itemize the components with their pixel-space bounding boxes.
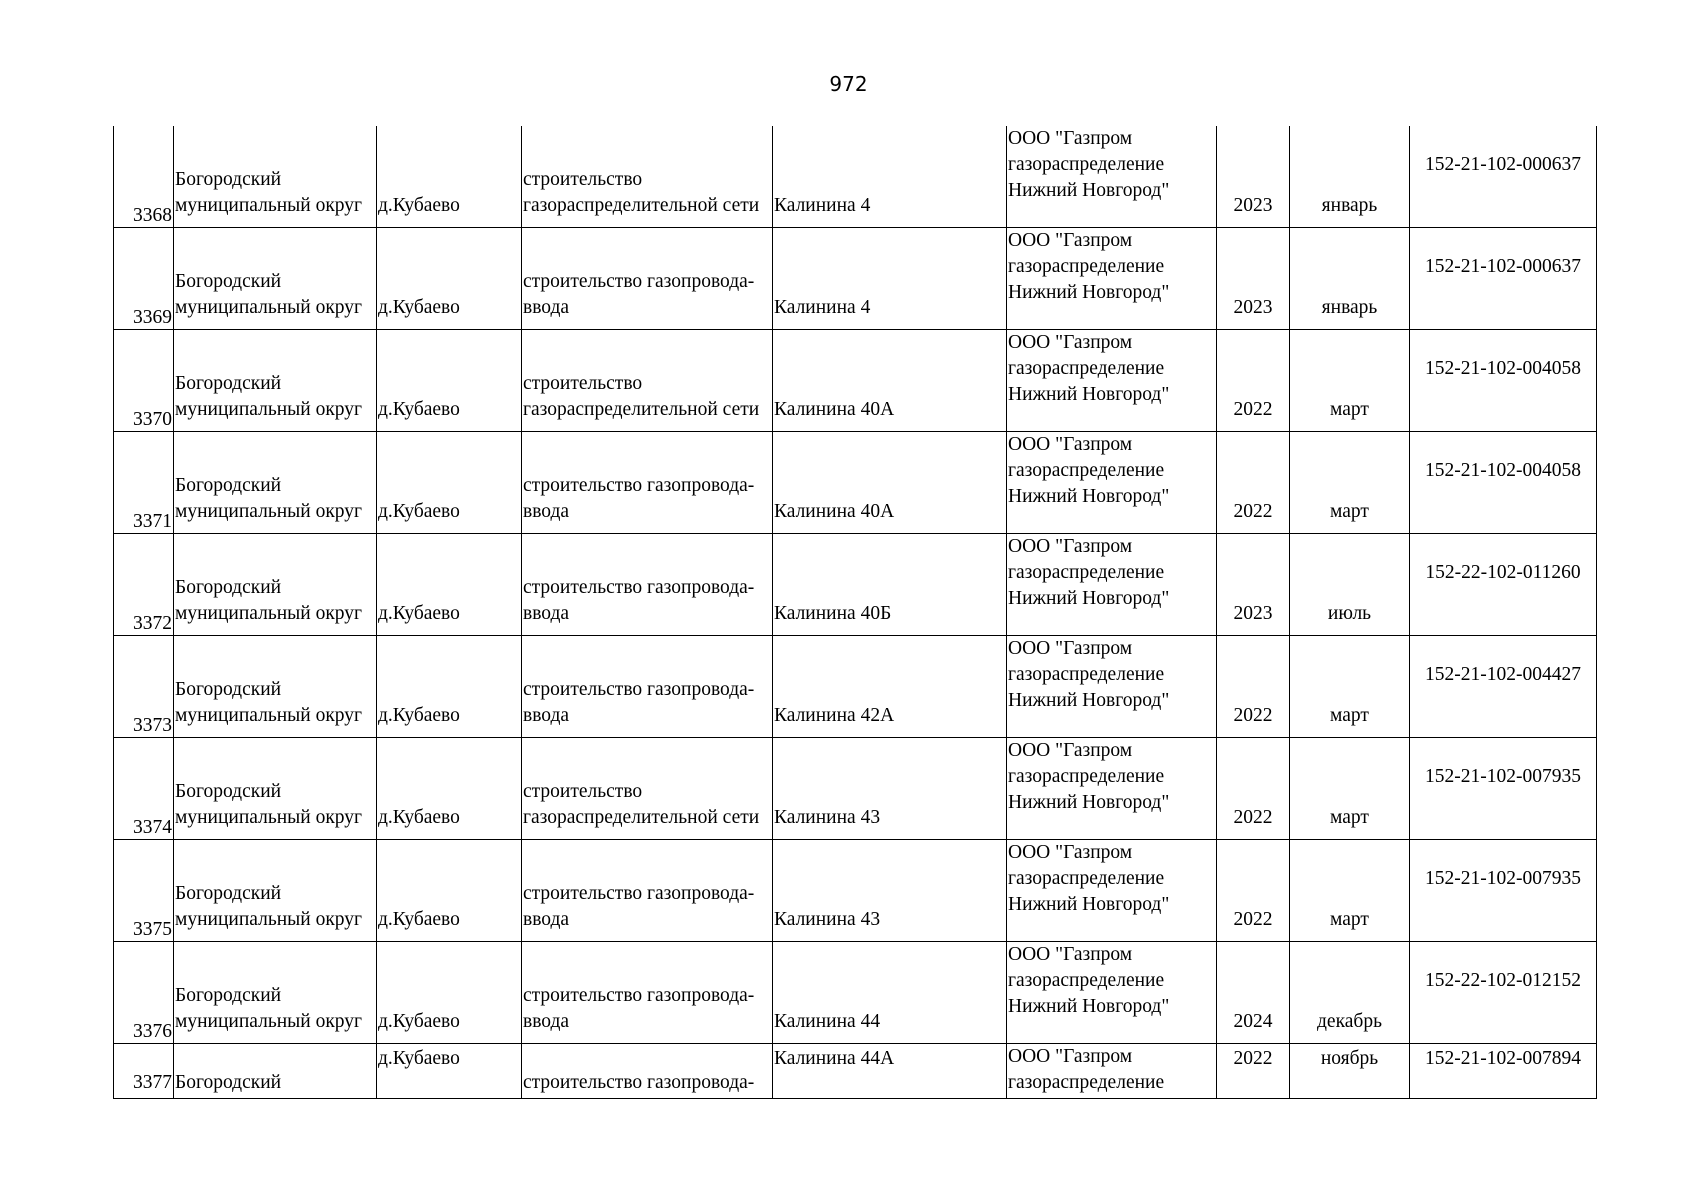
month-cell	[1290, 228, 1410, 330]
work-type-cell-text: строительство газораспределительной сети	[523, 781, 760, 828]
address-cell	[773, 636, 1007, 738]
year-cell	[1217, 636, 1290, 738]
month-cell-text: ноябрь	[1320, 1048, 1379, 1069]
municipality-cell-text: Богородский муниципальный округ	[175, 883, 363, 930]
address-cell-text: Калинина 43	[774, 909, 881, 930]
work-type-cell	[522, 330, 773, 432]
code-cell	[1410, 636, 1597, 738]
row-number-text: 3374	[133, 817, 172, 838]
table-row	[114, 534, 1597, 636]
address-cell	[773, 330, 1007, 432]
table-row	[114, 330, 1597, 432]
municipality-cell-text: Богородский муниципальный округ	[175, 169, 363, 216]
month-cell	[1290, 432, 1410, 534]
work-type-cell-text: строительство газораспределительной сети	[523, 169, 760, 216]
municipality-cell	[174, 1044, 377, 1099]
row-number-text: 3370	[133, 409, 172, 430]
village-cell-text: д.Кубаево	[378, 399, 460, 420]
month-cell-text: июль	[1327, 603, 1372, 624]
work-type-cell-text: строительство газораспределительной сети	[523, 373, 760, 420]
work-type-cell-text: строительство газопровода- ввода	[523, 985, 755, 1032]
village-cell	[377, 534, 522, 636]
year-cell-text: 2022	[1233, 909, 1273, 930]
work-type-cell	[522, 636, 773, 738]
year-cell-text: 2023	[1233, 603, 1273, 624]
row-number	[114, 636, 174, 738]
organization-cell	[1007, 942, 1217, 1044]
organization-cell-text: ООО "Газпром газораспределение Нижний Новгород"	[1008, 434, 1170, 507]
row-number-text: 3371	[133, 511, 172, 532]
municipality-cell-text: Богородский муниципальный округ	[175, 781, 363, 828]
year-cell-text: 2022	[1233, 501, 1273, 522]
address-cell	[773, 738, 1007, 840]
month-cell	[1290, 534, 1410, 636]
row-number	[114, 330, 174, 432]
year-cell	[1217, 126, 1290, 228]
organization-cell-text: ООО "Газпром газораспределение Нижний Новгород"	[1008, 944, 1170, 1017]
village-cell-text: д.Кубаево	[378, 501, 460, 522]
row-number	[114, 738, 174, 840]
municipality-cell	[174, 228, 377, 330]
year-cell	[1217, 840, 1290, 942]
table-row	[114, 636, 1597, 738]
code-cell	[1410, 738, 1597, 840]
municipality-cell-text: Богородский муниципальный округ	[175, 577, 363, 624]
row-number	[114, 840, 174, 942]
data-table	[113, 126, 1597, 1099]
organization-cell	[1007, 840, 1217, 942]
address-cell	[773, 126, 1007, 228]
village-cell	[377, 840, 522, 942]
address-cell	[773, 228, 1007, 330]
organization-cell	[1007, 432, 1217, 534]
code-cell	[1410, 228, 1597, 330]
organization-cell-text: ООО "Газпром газораспределение	[1008, 1046, 1165, 1093]
code-cell-text: 152-21-102-000637	[1425, 154, 1581, 175]
organization-cell	[1007, 738, 1217, 840]
village-cell-text: д.Кубаево	[378, 909, 460, 930]
village-cell-text: д.Кубаево	[378, 1011, 460, 1032]
month-cell-text: январь	[1321, 297, 1378, 318]
organization-cell	[1007, 636, 1217, 738]
year-cell	[1217, 942, 1290, 1044]
village-cell	[377, 738, 522, 840]
work-type-cell-text: строительство газопровода-	[523, 1072, 755, 1093]
address-cell-text: Калинина 40Б	[774, 603, 892, 624]
address-cell	[773, 1044, 1007, 1099]
code-cell	[1410, 1044, 1597, 1099]
month-cell-text: март	[1330, 909, 1369, 930]
organization-cell-text: ООО "Газпром газораспределение Нижний Новгород"	[1008, 332, 1170, 405]
municipality-cell	[174, 534, 377, 636]
address-cell-text: Калинина 4	[774, 195, 871, 216]
code-cell	[1410, 840, 1597, 942]
code-cell-text: 152-22-102-012152	[1425, 970, 1581, 991]
year-cell-text: 2022	[1233, 705, 1273, 726]
code-cell-text: 152-21-102-004427	[1425, 664, 1581, 685]
month-cell-text: декабрь	[1317, 1011, 1382, 1032]
year-cell-text: 2023	[1233, 297, 1273, 318]
municipality-cell	[174, 738, 377, 840]
organization-cell-text: ООО "Газпром газораспределение Нижний Новгород"	[1008, 230, 1170, 303]
municipality-cell-text: Богородский муниципальный округ	[175, 985, 363, 1032]
address-cell-text: Калинина 4	[774, 297, 871, 318]
organization-cell-text: ООО "Газпром газораспределение Нижний Новгород"	[1008, 638, 1170, 711]
row-number-text: 3375	[133, 919, 172, 940]
table-row	[114, 432, 1597, 534]
work-type-cell-text: строительство газопровода- ввода	[523, 577, 755, 624]
year-cell-text: 2024	[1233, 1011, 1273, 1032]
work-type-cell-text: строительство газопровода- ввода	[523, 679, 755, 726]
row-number	[114, 1044, 174, 1099]
table-row	[114, 228, 1597, 330]
month-cell-text: март	[1330, 399, 1369, 420]
month-cell-text: март	[1330, 705, 1369, 726]
address-cell	[773, 942, 1007, 1044]
year-cell	[1217, 1044, 1290, 1099]
row-number-text: 3373	[133, 715, 172, 736]
work-type-cell	[522, 1044, 773, 1099]
address-cell-text: Калинина 43	[774, 807, 881, 828]
address-cell	[773, 534, 1007, 636]
organization-cell-text: ООО "Газпром газораспределение Нижний Новгород"	[1008, 536, 1170, 609]
municipality-cell	[174, 636, 377, 738]
year-cell	[1217, 330, 1290, 432]
village-cell	[377, 1044, 522, 1099]
year-cell	[1217, 534, 1290, 636]
code-cell-text: 152-21-102-007935	[1425, 766, 1581, 787]
organization-cell	[1007, 126, 1217, 228]
code-cell-text: 152-21-102-000637	[1425, 256, 1581, 277]
work-type-cell	[522, 228, 773, 330]
municipality-cell-text: Богородский	[175, 1072, 282, 1093]
village-cell-text: д.Кубаево	[378, 705, 460, 726]
page-number: 972	[829, 72, 868, 96]
municipality-cell-text: Богородский муниципальный округ	[175, 679, 363, 726]
village-cell-text: д.Кубаево	[378, 1048, 460, 1069]
year-cell	[1217, 432, 1290, 534]
village-cell-text: д.Кубаево	[378, 195, 460, 216]
table-row	[114, 942, 1597, 1044]
year-cell	[1217, 738, 1290, 840]
table-row	[114, 1044, 1597, 1099]
month-cell	[1290, 636, 1410, 738]
work-type-cell	[522, 840, 773, 942]
year-cell-text: 2022	[1233, 1048, 1273, 1069]
village-cell	[377, 942, 522, 1044]
work-type-cell	[522, 942, 773, 1044]
work-type-cell-text: строительство газопровода- ввода	[523, 883, 755, 930]
address-cell	[773, 840, 1007, 942]
code-cell	[1410, 534, 1597, 636]
work-type-cell	[522, 126, 773, 228]
municipality-cell	[174, 126, 377, 228]
code-cell-text: 152-21-102-004058	[1425, 358, 1581, 379]
village-cell-text: д.Кубаево	[378, 807, 460, 828]
month-cell	[1290, 1044, 1410, 1099]
row-number-text: 3372	[133, 613, 172, 634]
address-cell-text: Калинина 40А	[774, 501, 895, 522]
municipality-cell-text: Богородский муниципальный округ	[175, 271, 363, 318]
organization-cell	[1007, 1044, 1217, 1099]
address-cell-text: Калинина 44А	[774, 1048, 895, 1069]
code-cell	[1410, 126, 1597, 228]
table-row	[114, 126, 1597, 228]
municipality-cell-text: Богородский муниципальный округ	[175, 373, 363, 420]
row-number	[114, 432, 174, 534]
village-cell	[377, 432, 522, 534]
month-cell	[1290, 942, 1410, 1044]
village-cell-text: д.Кубаево	[378, 297, 460, 318]
work-type-cell-text: строительство газопровода- ввода	[523, 475, 755, 522]
row-number-text: 3377	[133, 1072, 172, 1093]
work-type-cell	[522, 534, 773, 636]
row-number-text: 3376	[133, 1021, 172, 1042]
village-cell-text: д.Кубаево	[378, 603, 460, 624]
village-cell	[377, 228, 522, 330]
month-cell-text: январь	[1321, 195, 1378, 216]
municipality-cell	[174, 942, 377, 1044]
code-cell	[1410, 432, 1597, 534]
organization-cell-text: ООО "Газпром газораспределение Нижний Новгород"	[1008, 842, 1170, 915]
address-cell-text: Калинина 40А	[774, 399, 895, 420]
address-cell-text: Калинина 44	[774, 1011, 881, 1032]
year-cell-text: 2023	[1233, 195, 1273, 216]
month-cell	[1290, 840, 1410, 942]
month-cell	[1290, 126, 1410, 228]
code-cell-text: 152-21-102-007935	[1425, 868, 1581, 889]
work-type-cell	[522, 738, 773, 840]
month-cell-text: март	[1330, 807, 1369, 828]
table-row	[114, 738, 1597, 840]
village-cell	[377, 636, 522, 738]
organization-cell	[1007, 228, 1217, 330]
village-cell	[377, 126, 522, 228]
address-cell-text: Калинина 42А	[774, 705, 895, 726]
code-cell-text: 152-21-102-007894	[1425, 1048, 1581, 1069]
address-cell	[773, 432, 1007, 534]
row-number	[114, 126, 174, 228]
work-type-cell	[522, 432, 773, 534]
month-cell	[1290, 330, 1410, 432]
organization-cell-text: ООО "Газпром газораспределение Нижний Новгород"	[1008, 128, 1170, 201]
organization-cell-text: ООО "Газпром газораспределение Нижний Новгород"	[1008, 740, 1170, 813]
row-number	[114, 534, 174, 636]
code-cell	[1410, 942, 1597, 1044]
organization-cell	[1007, 534, 1217, 636]
table-row	[114, 840, 1597, 942]
year-cell-text: 2022	[1233, 399, 1273, 420]
work-type-cell-text: строительство газопровода- ввода	[523, 271, 755, 318]
row-number-text: 3368	[133, 205, 172, 226]
row-number-text: 3369	[133, 307, 172, 328]
year-cell-text: 2022	[1233, 807, 1273, 828]
row-number	[114, 228, 174, 330]
month-cell	[1290, 738, 1410, 840]
municipality-cell	[174, 840, 377, 942]
organization-cell	[1007, 330, 1217, 432]
code-cell-text: 152-22-102-011260	[1425, 562, 1581, 583]
municipality-cell	[174, 432, 377, 534]
municipality-cell-text: Богородский муниципальный округ	[175, 475, 363, 522]
year-cell	[1217, 228, 1290, 330]
village-cell	[377, 330, 522, 432]
municipality-cell	[174, 330, 377, 432]
code-cell	[1410, 330, 1597, 432]
code-cell-text: 152-21-102-004058	[1425, 460, 1581, 481]
row-number	[114, 942, 174, 1044]
month-cell-text: март	[1330, 501, 1369, 522]
